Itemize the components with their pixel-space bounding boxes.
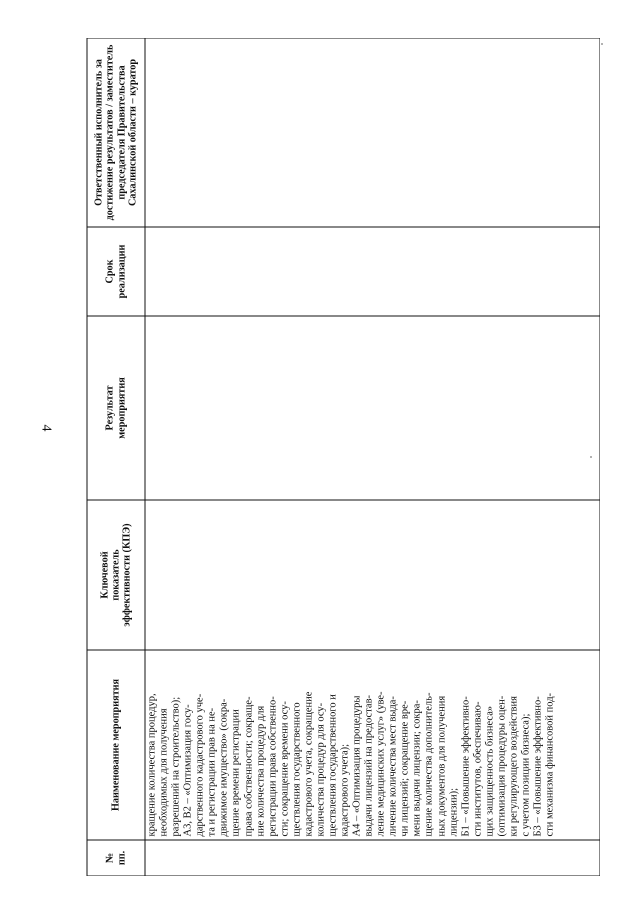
page-number: 4 bbox=[38, 424, 54, 432]
cell-owner bbox=[145, 38, 600, 227]
header-kpi: Ключевой показатель эффективности (КПЭ) bbox=[87, 500, 145, 650]
measures-table bbox=[87, 38, 601, 876]
scan-dot bbox=[601, 43, 603, 45]
header-result: Результат мероприятия bbox=[87, 316, 145, 500]
cell-term bbox=[145, 227, 600, 316]
cell-result bbox=[145, 316, 600, 500]
rotated-table-container bbox=[86, 38, 600, 876]
table-row bbox=[145, 38, 600, 876]
table-header-row bbox=[87, 38, 145, 876]
cell-number bbox=[145, 840, 600, 876]
cell-measure-name: кращение количества процедур, необходимых для получения разрешений на строительство); А3, В2 – «Оптимизация госу- дарственного кадастрового уче- та и регистрации прав на не- движимое имущество» (сокра- щение времени регистрации права собственности; сокраще- ние количества процедур для регистрации права собственно- сти; сокращение времени осу- ществления государственного кадастрового учета, сокращение количества процедур для осу- ществления государственного и кадастрового учета); А4 – «Оптимизация процедуры выдачи лицензий на предостав- ление медицинских услуг» (уве- личение количества мест выда- чи лицензий; сокращение вре- мени выдачи лицензии; сокра- щение количества дополнитель- ных документов для получения лицензии); Б1 – «Повышение эффективно- сти институтов, обеспечиваю- щих защищенность бизнеса» (оптимизация процедуры оцен- ки регулирующего воздействия с учетом позиции бизнеса); Б3 – «Повышение эффективно- сти механизма финансовой под- bbox=[145, 650, 600, 840]
header-term: Срок реализации bbox=[87, 227, 145, 316]
header-name: Наименование мероприятия bbox=[87, 650, 145, 840]
cell-kpi bbox=[145, 500, 600, 650]
header-number: № пп. bbox=[87, 840, 145, 876]
header-owner: Ответственный исполнитель за достижение результатов / заместитель председателя Правительства Сахалинской области – куратор bbox=[87, 38, 145, 227]
